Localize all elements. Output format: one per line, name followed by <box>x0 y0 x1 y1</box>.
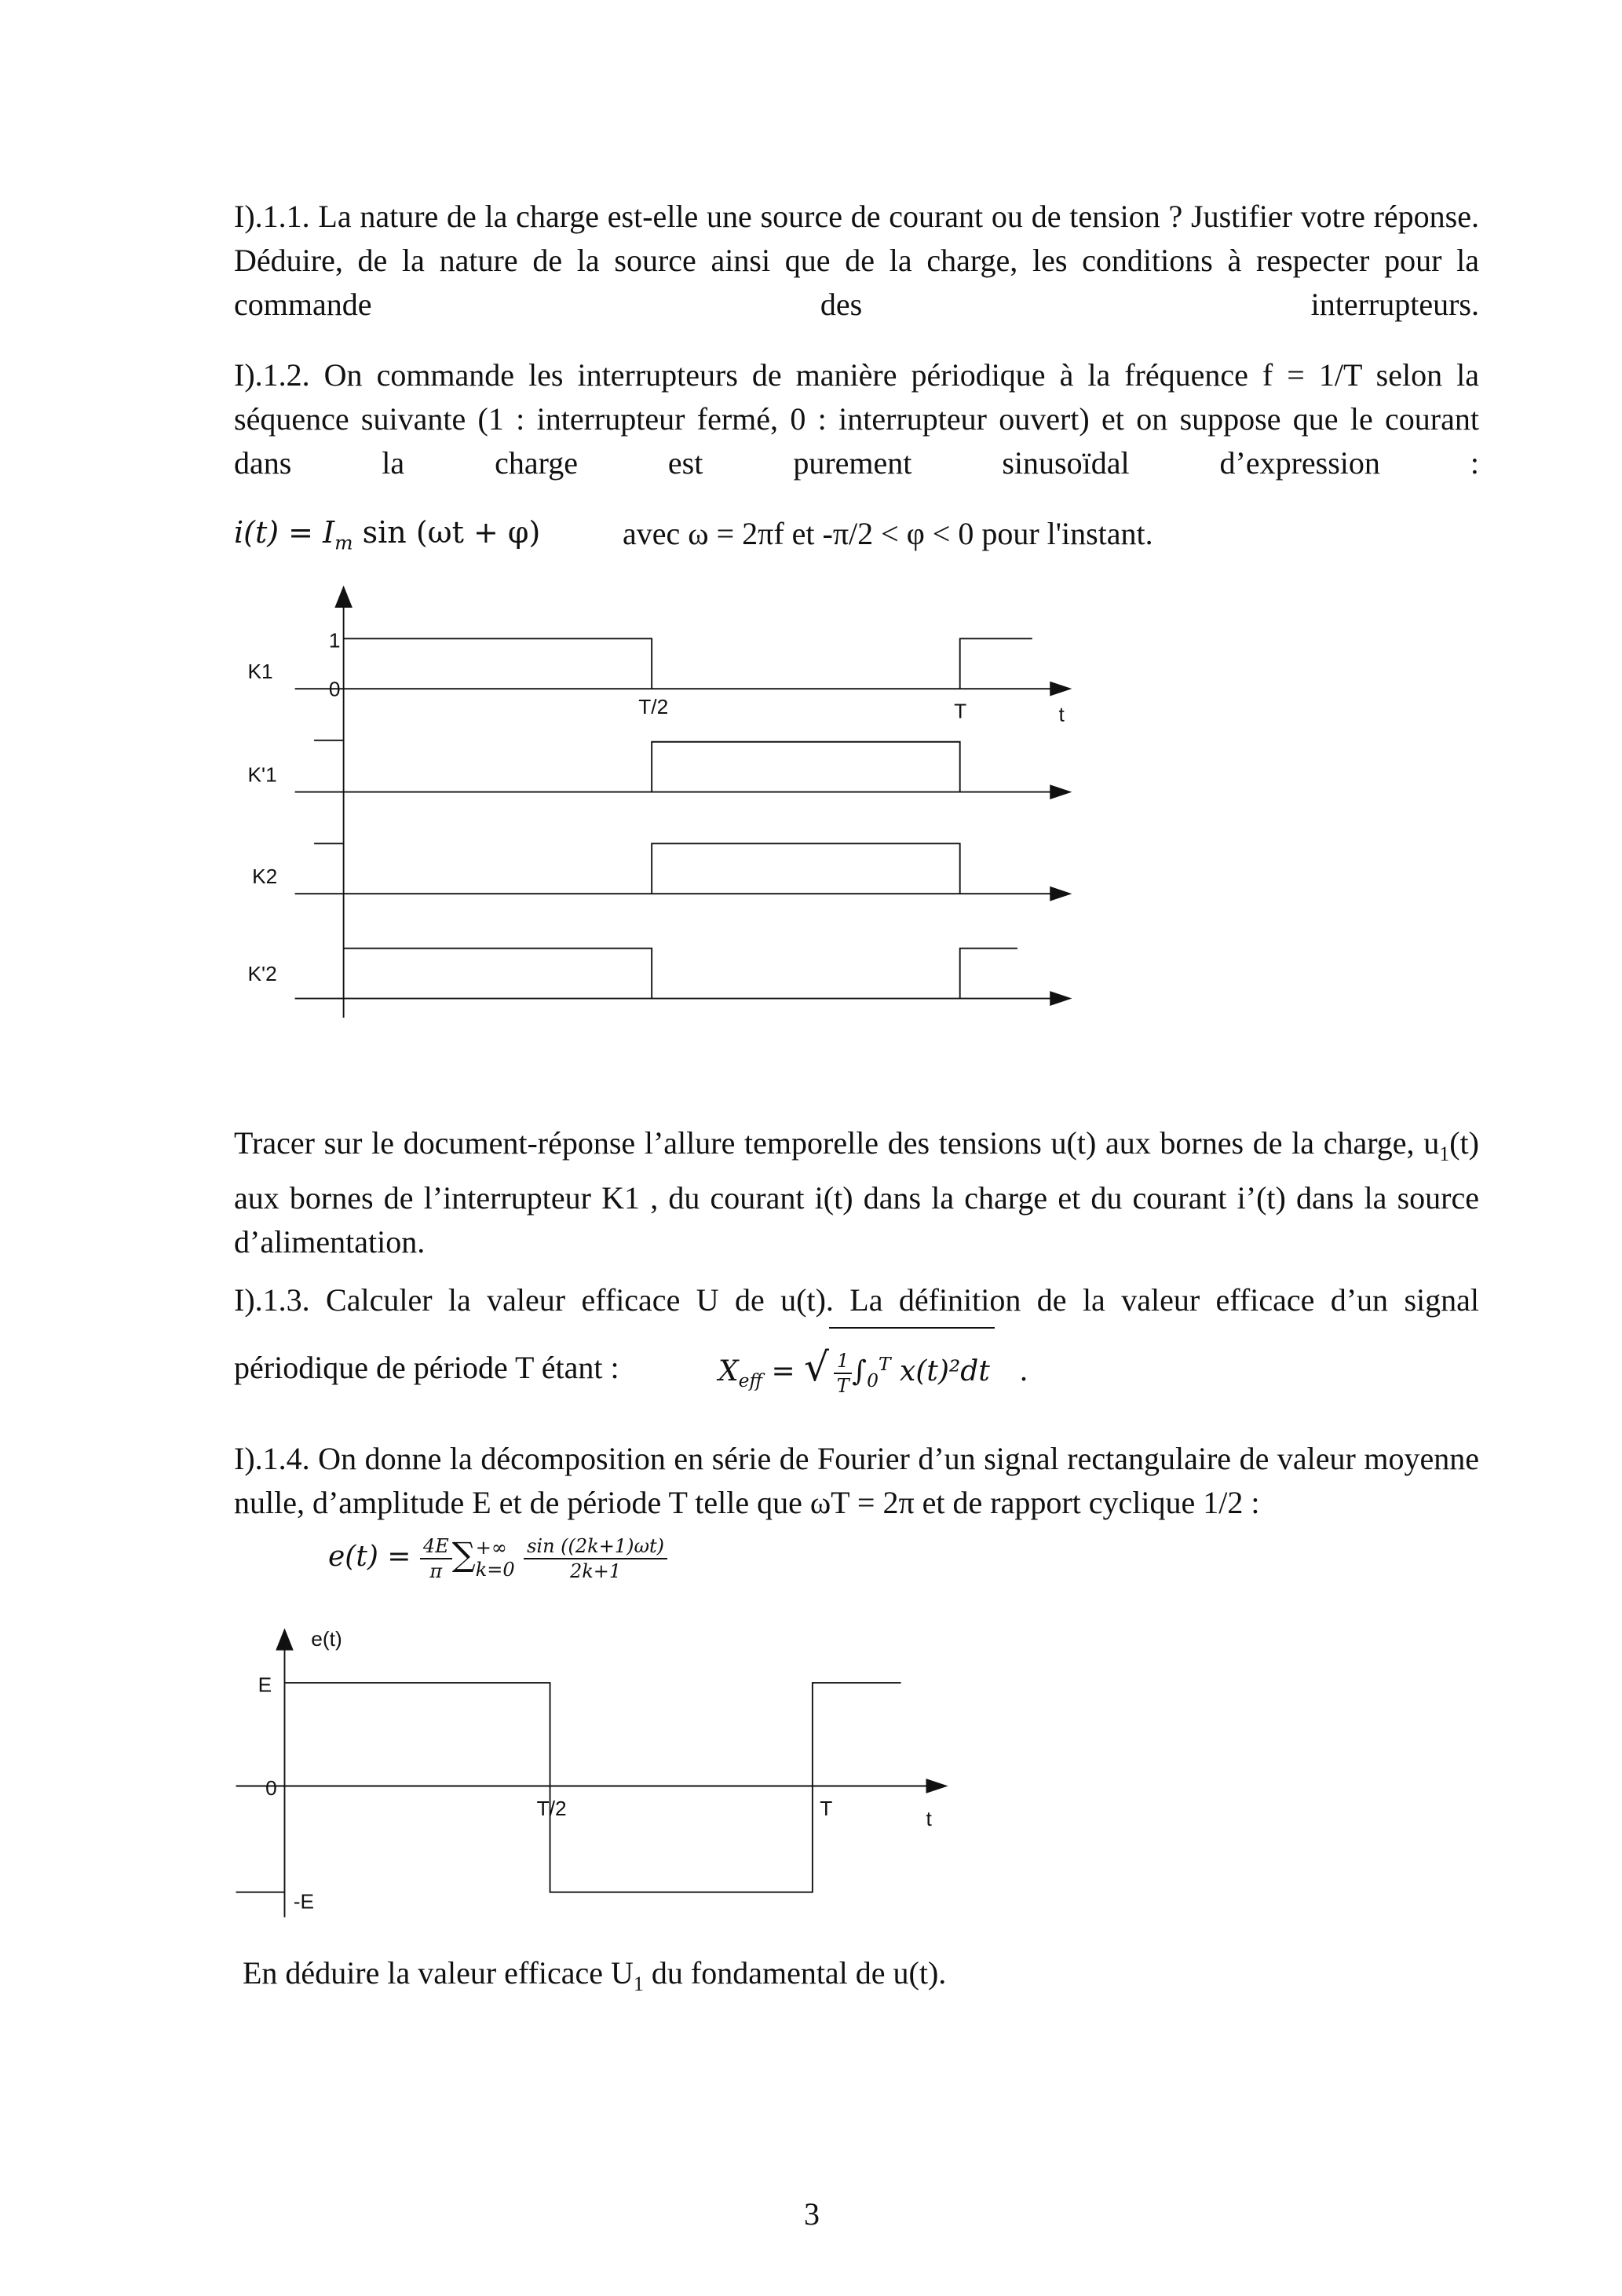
k-prime-1-waveform <box>652 742 960 792</box>
level-zero-label: 0 <box>265 1775 277 1800</box>
term-den: 2k+1 <box>569 1560 622 1582</box>
tracer-sub: 1 <box>1439 1143 1450 1165</box>
sum-upper: +∞ <box>475 1537 507 1559</box>
fourier-formula <box>328 1523 667 1589</box>
rms-lhs: X <box>718 1355 739 1387</box>
term-num: sin ((2k+1)ωt) <box>524 1534 667 1559</box>
rms-sub: eff <box>738 1369 763 1392</box>
deduce-question <box>243 1951 946 2006</box>
deduce-text-a: En déduire la valeur efficace U <box>243 1955 634 1991</box>
tracer-text-a: Tracer sur le document-réponse l’allure temporelle des tensions u(t) aux bornes de la charge, u <box>234 1125 1440 1161</box>
y-axis-label: e(t) <box>311 1627 342 1651</box>
integral-sign: ∫ <box>852 1355 868 1387</box>
coef-num: 4E <box>420 1534 452 1559</box>
level-e-label: E <box>258 1673 272 1697</box>
sum-sign: ∑ <box>451 1535 476 1574</box>
question-1-1-1: I).1.1. La nature de la charge est-elle une source de courant ou de tension ? Justifier votre réponse. Déduire, de la nature de la source ainsi que de la charge, les conditions à respecter pour la commande des interrupteurs. <box>234 199 1479 322</box>
formula-lhs: i(t) = I <box>234 515 335 550</box>
arrow-right-icon <box>1050 784 1072 799</box>
formula-sub: m <box>334 531 353 554</box>
row-label-k-prime-1: K'1 <box>247 762 277 787</box>
row-label-k-prime-2: K'2 <box>247 962 277 986</box>
row-label-k1: K1 <box>247 659 273 683</box>
square-wave <box>284 1683 901 1892</box>
question-1-1-2: I).1.2. On commande les interrupteurs de manière périodique à la fréquence f = 1/T selon la séquence suivante (1 : interrupteur fermé, 0 : interrupteur ouvert) et on suppose que le courant dans la charge est purement sinusoïdal d’expression : <box>234 357 1479 481</box>
tick-t-half: T/2 <box>536 1797 567 1821</box>
deduce-text-b: du fondamental de u(t). <box>643 1955 947 1991</box>
page-number: 3 <box>804 2196 820 2232</box>
level-zero-label: 0 <box>328 677 341 701</box>
question-1-1-3: I).1.3. Calculer la valeur efficace U de u(t). La définition de la valeur efficace d’un signal <box>234 1282 1479 1318</box>
rms-eq: = <box>771 1355 795 1387</box>
frac-den: T <box>836 1375 849 1397</box>
k1-waveform <box>344 638 652 689</box>
arrow-up-icon <box>334 586 353 608</box>
square-wave-diagram <box>236 1640 930 1918</box>
arrow-right-icon <box>1050 991 1072 1006</box>
arrow-right-icon <box>926 1779 948 1793</box>
k2-waveform <box>652 843 960 894</box>
tick-t: T <box>820 1797 833 1821</box>
axis-t-label: t <box>1058 702 1065 726</box>
rms-period: . <box>1019 1355 1028 1387</box>
axis-t-label: t <box>926 1807 932 1831</box>
sqrt-body <box>829 1327 995 1416</box>
level-one-label: 1 <box>328 628 341 653</box>
question-1-1-4: I).1.4. On donne la décomposition en série de Fourier d’un signal rectangulaire de valeur moyenne nulle, d’amplitude E et de période T telle que ωT = 2π et de rapport cyclique 1/2 : <box>234 1441 1479 1520</box>
coef-den: π <box>429 1560 443 1582</box>
formula-rhs: sin (ωt + φ) <box>362 515 541 550</box>
row-label-k2: K2 <box>252 865 278 889</box>
arrow-up-icon <box>276 1629 294 1651</box>
rms-formula <box>718 1327 1028 1416</box>
sqrt-icon: √ <box>804 1344 830 1390</box>
int-upper: T <box>878 1353 891 1375</box>
tick-t-half: T/2 <box>638 695 669 719</box>
level-minus-e-label: -E <box>293 1889 315 1914</box>
tick-t: T <box>954 699 967 723</box>
arrow-right-icon <box>1050 887 1072 901</box>
tracer-text-b: (t) aux bornes de l’interrupteur K1 , du courant i(t) dans la charge et du courant i’(t) dans la source d’alimentation. <box>234 1125 1479 1260</box>
frac-num: 1 <box>834 1349 852 1374</box>
question-1-1-3-line2: périodique de période T étant : <box>234 1350 619 1385</box>
arrow-right-icon <box>1050 682 1072 696</box>
formula-condition: avec ω = 2πf et -π/2 < φ < 0 pour l'instant. <box>623 516 1153 551</box>
int-lower: 0 <box>867 1369 879 1392</box>
k-prime-2-waveform <box>344 949 652 999</box>
integrand: x(t)²dt <box>900 1355 990 1387</box>
fourier-lhs: e(t) = <box>328 1541 411 1573</box>
deduce-sub: 1 <box>633 1972 644 1995</box>
sum-lower: k=0 <box>475 1559 515 1581</box>
